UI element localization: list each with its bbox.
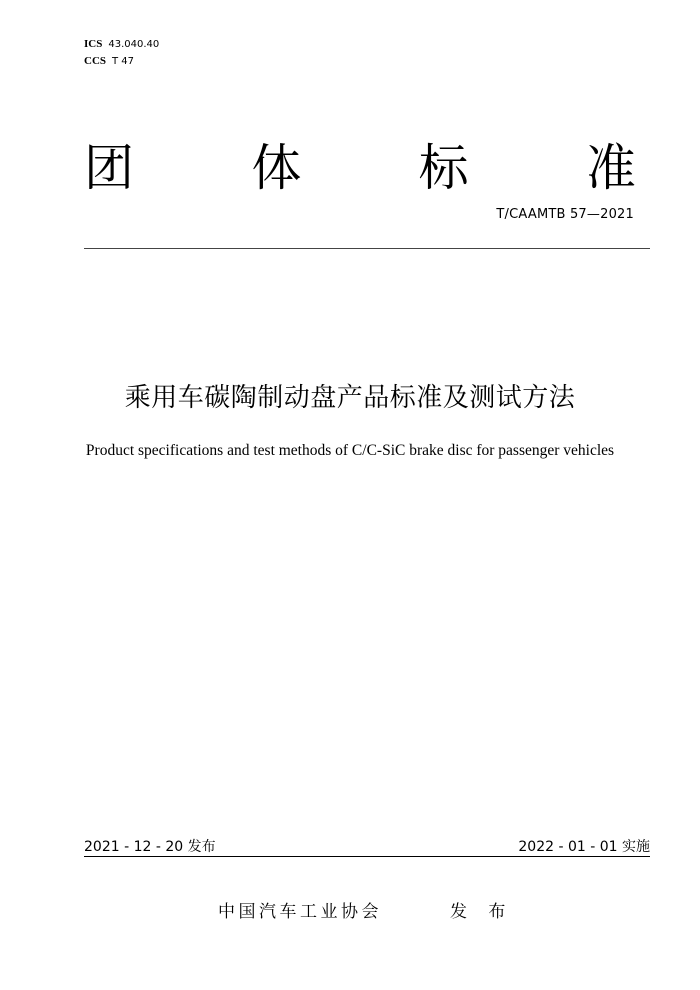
standard-number: T/CAAMTB 57—2021 bbox=[496, 207, 634, 222]
ccs-label: CCS bbox=[84, 55, 107, 67]
header-divider bbox=[84, 248, 650, 249]
release-date: 2021 - 12 - 20 发布 bbox=[84, 839, 216, 855]
ccs-value: T 47 bbox=[112, 56, 135, 67]
ics-row bbox=[84, 37, 159, 52]
ics-value: 43.040.40 bbox=[108, 39, 160, 50]
ics-label: ICS bbox=[84, 38, 103, 50]
implementation-date: 2022 - 01 - 01 实施 bbox=[518, 839, 650, 855]
document-title-cn: 乘用车碳陶制动盘产品标准及测试方法 bbox=[124, 383, 576, 413]
standard-type-heading bbox=[84, 138, 636, 198]
publisher-name: 中国汽车工业协会 bbox=[218, 902, 382, 922]
standard-type-char: 准 bbox=[585, 139, 636, 197]
standard-type-char: 体 bbox=[251, 139, 302, 197]
publish-label: 发 布 bbox=[450, 902, 514, 922]
standard-type-char: 标 bbox=[418, 139, 469, 197]
standard-type-char: 团 bbox=[84, 139, 134, 197]
document-title-en: Product specifications and test methods of C/C-SiC brake disc for passenger vehicles bbox=[85, 442, 615, 459]
footer-divider bbox=[84, 856, 650, 857]
ccs-row bbox=[84, 54, 134, 69]
